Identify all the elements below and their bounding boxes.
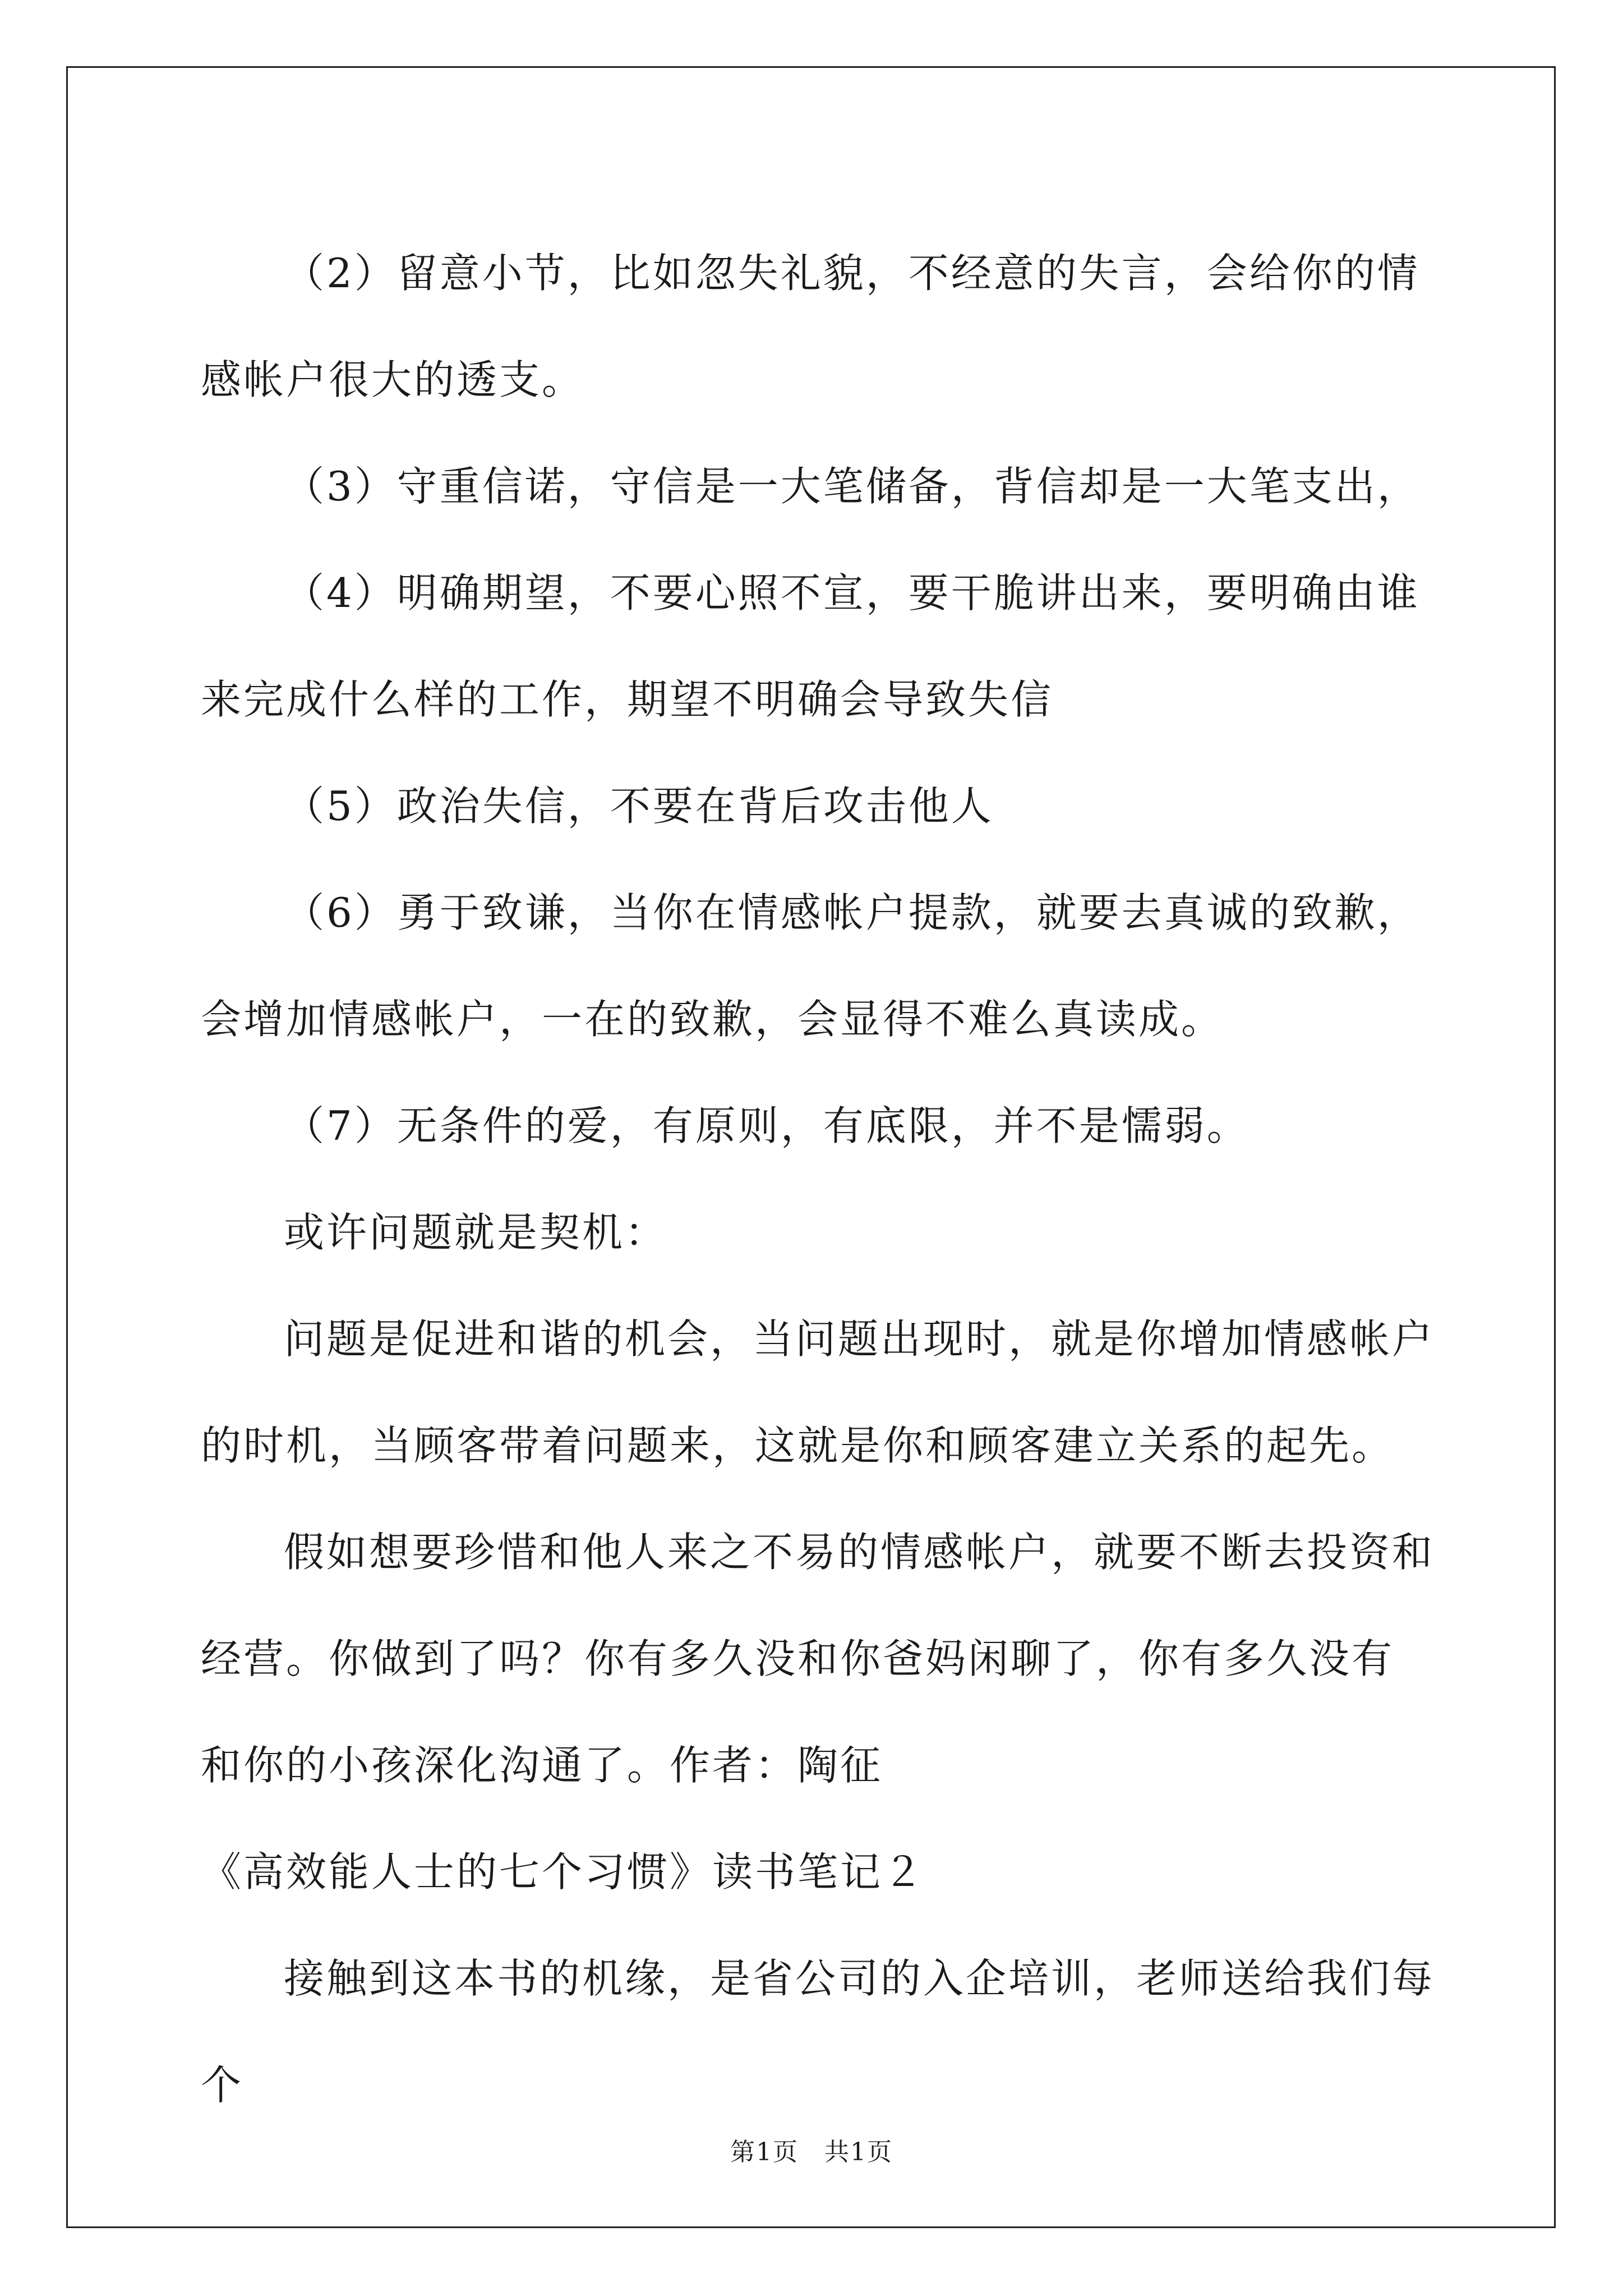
paragraph-item-4: （4）明确期望，不要心照不宣，要干脆讲出来，要明确由谁来完成什么样的工作，期望不明确会导致失信 xyxy=(201,569,1420,723)
paragraph-invest-account: 假如想要珍惜和他人来之不易的情感帐户，就要不断去投资和经营。你做到了吗？你有多久没和你爸妈闲聊了，你有多久没有和你的小孩深化沟通了。作者：陶征 xyxy=(201,1529,1435,1789)
paragraph-book-intro: 接触到这本书的机缘，是省公司的入企培训，老师送给我们每个 xyxy=(201,1955,1435,2109)
paragraph-item-7: （7）无条件的爱，有原则，有底限，并不是懦弱。 xyxy=(284,1102,1249,1149)
paragraph-opportunity-heading: 或许问题就是契机： xyxy=(284,1209,668,1256)
section-title: 《高效能人士的七个习惯》读书笔记２ xyxy=(201,1848,926,1895)
paragraph-item-5: （5）政治失信，不要在背后攻击他人 xyxy=(284,783,994,830)
paragraph-item-6: （6）勇于致谦，当你在情感帐户提款，就要去真诚的致歉，会增加情感帐户，一在的致歉，会显得不难么真读成。 xyxy=(201,889,1420,1043)
document-body xyxy=(201,220,1435,2138)
page-number: 第1页 共1页 xyxy=(730,2138,893,2166)
paragraph-item-3: （3）守重信诺，守信是一大笔储备，背信却是一大笔支出， xyxy=(284,463,1420,510)
paragraph-problem-harmony: 问题是促进和谐的机会，当问题出现时，就是你增加情感帐户的时机，当顾客带着问题来，这就是你和顾客建立关系的起先。 xyxy=(201,1315,1435,1469)
paragraph-item-2: （2）留意小节，比如忽失礼貌，不经意的失言，会给你的情感帐户很大的透支。 xyxy=(201,250,1420,403)
